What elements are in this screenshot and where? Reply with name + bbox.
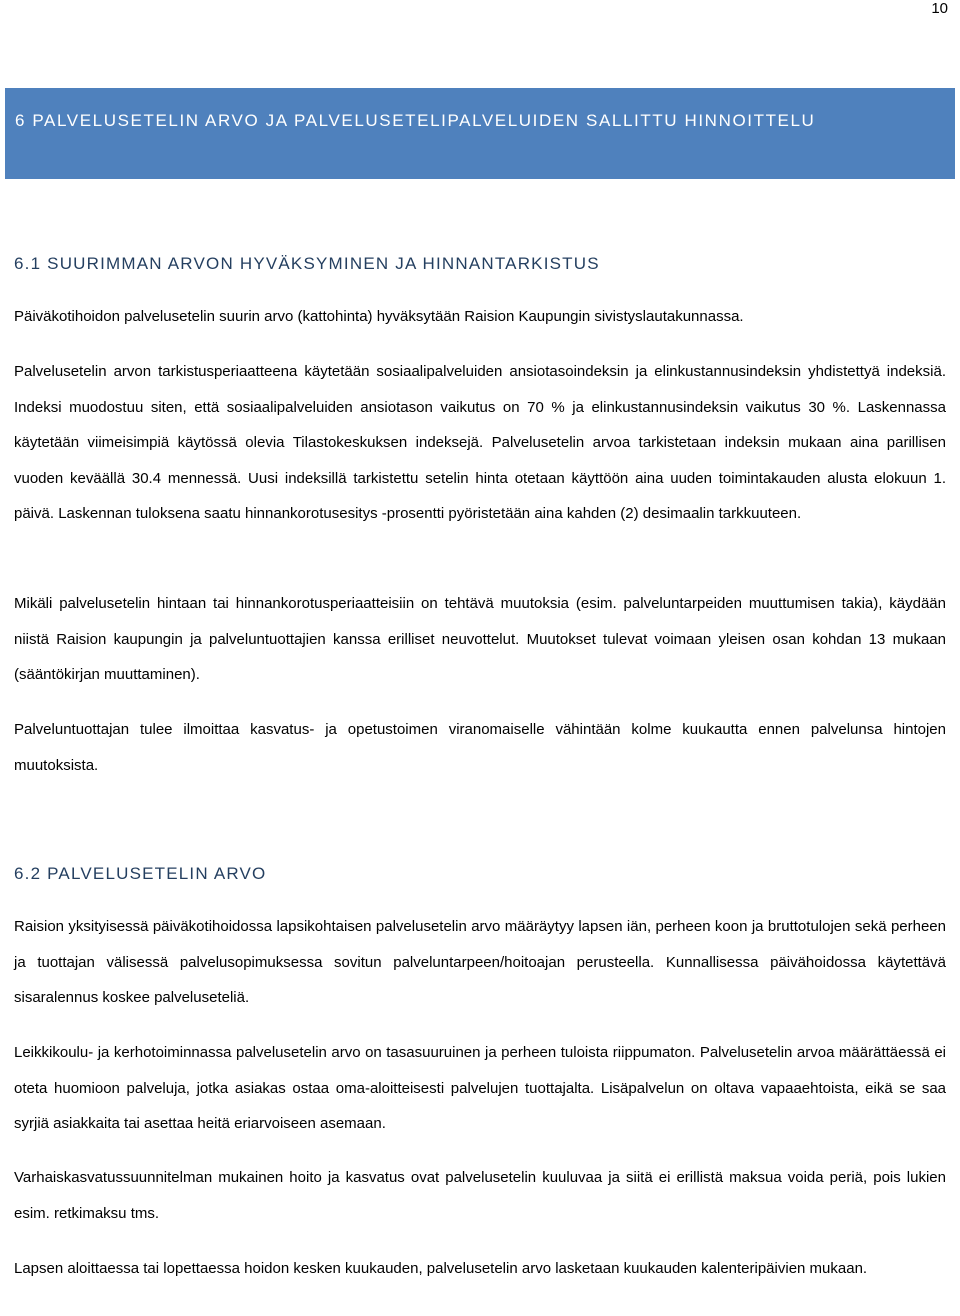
paragraph: Palvelusetelin arvon tarkistusperiaatteena käytetään sosiaalipalveluiden ansiotasoindeksin ja elinkustannusindeksin yhdistettyä indeksiä. Indeksi muodostuu siten, että sosiaalipalveluiden ansiotason vaikutus on 70 % ja elinkustannusindeksin vaikutus 30 %. Laskennassa käytetään viimeisimpiä käytössä olevia Tilastokeskuksen indeksejä. Palvelusetelin arvoa tarkistetaan indeksin mukaan aina parillisen vuoden keväällä 30.4 mennessä. Uusi indeksillä tarkistettu setelin hinta otetaan käyttöön aina uuden toimintakauden alusta elokuun 1. päivä. Laskennan tuloksena saatu hinnankorotusesitys -prosentti pyöristetään aina kahden (2) desimaalin tarkkuuteen. [14, 363, 946, 522]
chapter-title: 6 PALVELUSETELIN ARVO JA PALVELUSETELIPALVELUIDEN SALLITTU HINNOITTELU [15, 111, 816, 130]
paragraph: Päiväkotihoidon palvelusetelin suurin arvo (kattohinta) hyväksytään Raision Kaupungin sivistyslautakunnassa. [14, 308, 744, 325]
paragraph: Mikäli palvelusetelin hintaan tai hinnankorotusperiaatteisiin on tehtävä muutoksia (esim. palveluntarpeiden muuttumisen takia), käydään niistä Raision kaupungin ja palveluntuottajien kanssa erilliset neuvottelut. Muutokset tulevat voimaan yleisen osan kohdan 13 mukaan (sääntökirjan muuttaminen). [14, 595, 946, 683]
section-heading-6-1: 6.1 SUURIMMAN ARVON HYVÄKSYMINEN JA HINNANTARKISTUS [14, 254, 600, 273]
page-number: 10 [931, 0, 948, 17]
paragraph: Lapsen aloittaessa tai lopettaessa hoidon kesken kuukauden, palvelusetelin arvo lasketaan kuukauden kalenteripäivien mukaan. [14, 1260, 868, 1277]
paragraph: Leikkikoulu- ja kerhotoiminnassa palvelusetelin arvo on tasasuuruinen ja perheen tuloista riippumaton. Palvelusetelin arvoa määrättäessä ei oteta huomioon palveluja, jotka asiakas ostaa oma-aloitteisesti palvelujen tuottajalta. Lisäpalvelun on oltava vapaaehtoista, eikä se saa syrjiä asiakkaita tai asettaa heitä eriarvoiseen asemaan. [14, 1044, 946, 1132]
paragraph: Varhaiskasvatussuunnitelman mukainen hoito ja kasvatus ovat palvelusetelin kuuluvaa ja siitä ei erillistä maksua voida periä, pois lukien esim. retkimaksu tms. [14, 1169, 946, 1222]
chapter-banner [5, 88, 955, 179]
paragraph: Raision yksityisessä päiväkotihoidossa lapsikohtaisen palvelusetelin arvo määräytyy lapsen iän, perheen koon ja bruttotulojen sekä perheen ja tuottajan välisessä palvelusopimuksessa sovitun palveluntarpeen/hoitoajan perusteella. Kunnallisessa päivähoidossa käytettävä sisaralennus koskee palveluseteliä. [14, 918, 946, 1006]
paragraph: Palveluntuottajan tulee ilmoittaa kasvatus- ja opetustoimen viranomaiselle vähintään kolme kuukautta ennen palvelunsa hintojen muutoksista. [14, 721, 946, 774]
section-heading-6-2: 6.2 PALVELUSETELIN ARVO [14, 864, 267, 883]
